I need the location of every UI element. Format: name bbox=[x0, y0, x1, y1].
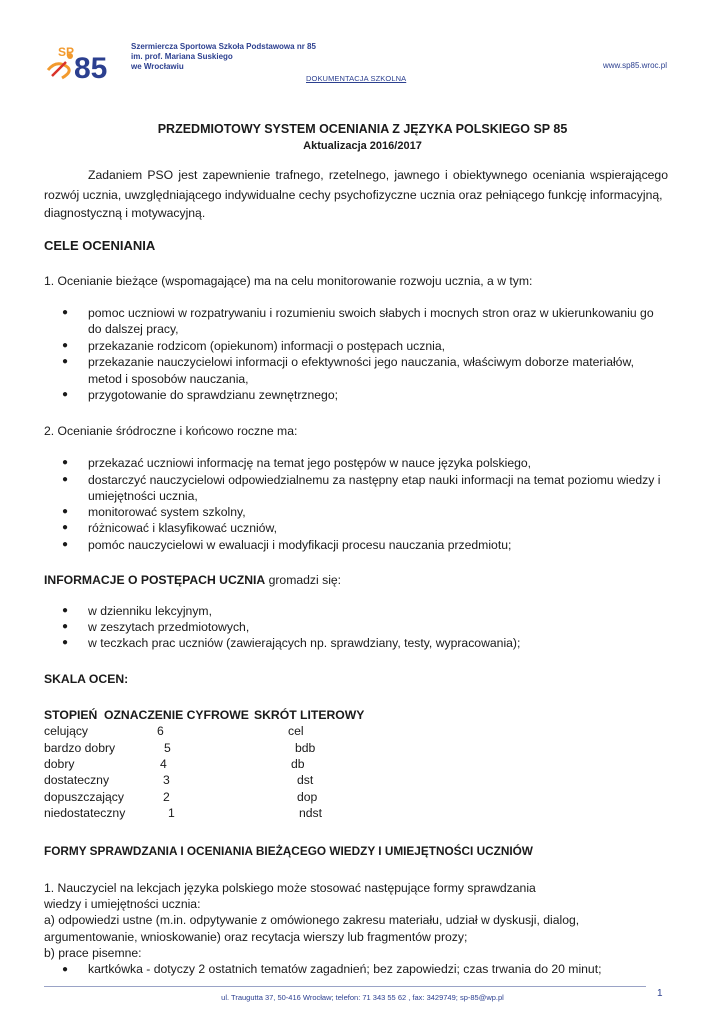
list-item: do dalszej pracy, bbox=[88, 322, 179, 336]
page-number: 1 bbox=[657, 988, 663, 999]
bullet-icon: ● bbox=[62, 637, 69, 648]
scale-grade-abbr: dst bbox=[297, 773, 314, 787]
scale-grade-digit: 6 bbox=[157, 724, 164, 738]
forms-line4: argumentowanie, wnioskowanie) oraz recytacja wierszy lub fragmentów prozy; bbox=[44, 930, 468, 944]
intro-line1: Zadaniem PSO jest zapewnienie trafnego, rzetelnego, jawnego i obiektywnego oceniania wspierającego bbox=[88, 168, 668, 182]
scale-grade-abbr: ndst bbox=[299, 806, 323, 820]
school-name-line3: we Wrocławiu bbox=[131, 62, 184, 71]
footer-divider bbox=[44, 986, 646, 987]
forms-line5: b) prace pisemne: bbox=[44, 946, 142, 960]
website-link[interactable]: www.sp85.wroc.pl bbox=[602, 61, 667, 70]
list-item: metod i sposobów nauczania, bbox=[88, 372, 249, 386]
scale-grade-name: celujący bbox=[44, 724, 89, 738]
bullet-icon: ● bbox=[62, 340, 69, 351]
forms-line3: a) odpowiedzi ustne (m.in. odpytywanie z omówionego zakresu materiału, udział w dyskusji, dialog, bbox=[44, 913, 580, 927]
page-title: PRZEDMIOTOWY SYSTEM OCENIANIA Z JĘZYKA POLSKIEGO SP 85 bbox=[157, 122, 568, 136]
school-name-line2: im. prof. Mariana Suskiego bbox=[131, 52, 233, 61]
list-item: w zeszytach przedmiotowych, bbox=[88, 620, 250, 634]
list-item: przygotowanie do sprawdzianu zewnętrznego; bbox=[88, 388, 338, 402]
section-goals-heading: CELE OCENIANIA bbox=[44, 238, 156, 253]
scale-grade-digit: 1 bbox=[168, 806, 175, 820]
scale-grade-abbr: cel bbox=[288, 724, 304, 738]
bullet-icon: ● bbox=[62, 389, 69, 400]
info-heading bbox=[44, 572, 341, 588]
goal2-heading: 2. Ocenianie śródroczne i końcowo roczne ma: bbox=[44, 424, 298, 438]
intro-line2: rozwój ucznia, uwzględniającego indywidualne cechy psychofizyczne ucznia oraz pełniącego funkcję informacyjną, bbox=[44, 188, 663, 202]
page-subtitle: Aktualizacja 2016/2017 bbox=[303, 140, 422, 152]
bullet-icon: ● bbox=[62, 356, 69, 367]
bullet-icon: ● bbox=[62, 506, 69, 517]
scale-grade-name: dobry bbox=[44, 757, 75, 771]
bullet-icon: ● bbox=[62, 474, 69, 485]
list-item: kartkówka - dotyczy 2 ostatnich tematów zagadnień; bez zapowiedzi; czas trwania do 20 minut; bbox=[88, 962, 602, 976]
scale-col-digit: OZNACZENIE CYFROWE bbox=[104, 708, 249, 722]
list-item: pomóc nauczycielowi w ewaluacji i modyfikacji procesu nauczania przedmiotu; bbox=[88, 538, 512, 552]
forms-line2: wiedzy i umiejętności ucznia: bbox=[44, 897, 201, 911]
scale-grade-digit: 4 bbox=[160, 757, 167, 771]
scale-grade-abbr: dop bbox=[297, 790, 318, 804]
school-name-line1: Szermiercza Sportowa Szkoła Podstawowa nr 85 bbox=[131, 42, 316, 51]
bullet-icon: ● bbox=[62, 605, 69, 616]
scale-heading: SKALA OCEN: bbox=[44, 672, 129, 686]
info-heading-bold: INFORMACJE O POSTĘPACH UCZNIA bbox=[44, 573, 266, 587]
scale-grade-digit: 3 bbox=[163, 773, 170, 787]
svg-text:SP: SP bbox=[58, 45, 75, 59]
documentation-link[interactable]: DOKUMENTACJA SZKOLNA bbox=[306, 74, 407, 83]
scale-grade-abbr: db bbox=[291, 757, 305, 771]
list-item: dostarczyć nauczycielowi odpowiedzialnemu za następny etap nauki informacji na temat poziomu wiedzy i bbox=[88, 473, 661, 487]
list-item: pomoc uczniowi w rozpatrywaniu i rozumieniu swoich słabych i mocnych stron oraz w ukierunkowaniu go bbox=[88, 306, 654, 320]
forms-line1: 1. Nauczyciel na lekcjach języka polskiego może stosować następujące formy sprawdzania bbox=[44, 881, 536, 895]
scale-grade-abbr: bdb bbox=[295, 741, 316, 755]
bullet-icon: ● bbox=[62, 964, 69, 975]
scale-grade-name: dopuszczający bbox=[44, 790, 124, 804]
bullet-icon: ● bbox=[62, 457, 69, 468]
list-item: umiejętności ucznia, bbox=[88, 489, 198, 503]
bullet-icon: ● bbox=[62, 539, 69, 550]
list-item: przekazanie rodzicom (opiekunom) informacji o postępach ucznia, bbox=[88, 339, 445, 353]
list-item: monitorować system szkolny, bbox=[88, 505, 246, 519]
info-heading-rest: gromadzi się: bbox=[265, 573, 342, 587]
scale-grade-digit: 2 bbox=[163, 790, 170, 804]
scale-grade-digit: 5 bbox=[164, 741, 171, 755]
list-item: przekazać uczniowi informację na temat jego postępów w nauce języka polskiego, bbox=[88, 456, 532, 470]
bullet-icon: ● bbox=[62, 522, 69, 533]
intro-line3: diagnostyczną i motywacyjną. bbox=[44, 206, 206, 220]
school-logo bbox=[44, 40, 120, 84]
bullet-icon: ● bbox=[62, 621, 69, 632]
scale-grade-name: dostateczny bbox=[44, 773, 110, 787]
forms-heading: FORMY SPRAWDZANIA I OCENIANIA BIEŻĄCEGO WIEDZY I UMIEJĘTNOŚCI UCZNIÓW bbox=[44, 844, 533, 858]
scale-grade-name: bardzo dobry bbox=[44, 741, 116, 755]
list-item: przekazanie nauczycielowi informacji o efektywności jego nauczania, właściwym doborze materiałów, bbox=[88, 355, 634, 369]
scale-col-grade: STOPIEŃ bbox=[44, 708, 98, 722]
list-item: w teczkach prac uczniów (zawierających np. sprawdziany, testy, wypracowania); bbox=[88, 636, 521, 650]
bullet-icon: ● bbox=[62, 307, 69, 318]
goal1-heading: 1. Ocenianie bieżące (wspomagające) ma na celu monitorowanie rozwoju ucznia, a w tym: bbox=[44, 274, 533, 288]
footer-address: ul. Traugutta 37, 50-416 Wrocław; telefon: 71 343 55 62 , fax: 3429749; sp-85@wp.pl bbox=[221, 993, 504, 1002]
list-item: różnicować i klasyfikować uczniów, bbox=[88, 521, 277, 535]
scale-grade-name: niedostateczny bbox=[44, 806, 126, 820]
scale-col-abbr: SKRÓT LITEROWY bbox=[254, 708, 365, 722]
svg-text:85: 85 bbox=[74, 52, 108, 84]
list-item: w dzienniku lekcyjnym, bbox=[88, 604, 212, 618]
